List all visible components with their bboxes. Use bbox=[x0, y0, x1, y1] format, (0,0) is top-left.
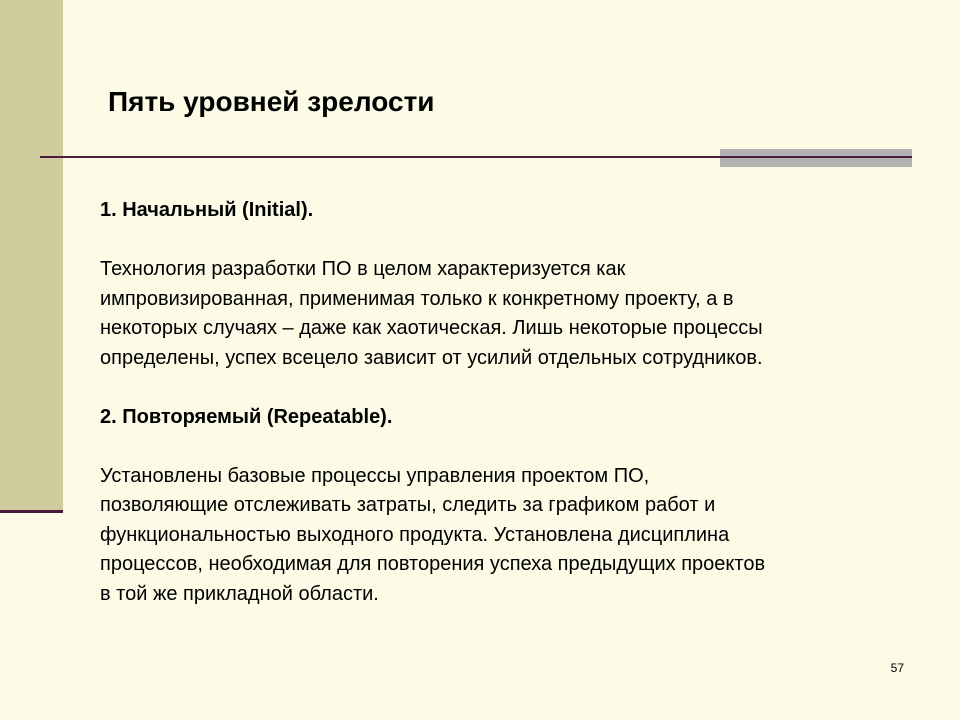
spacer bbox=[100, 373, 910, 403]
level-2-heading: 2. Повторяемый (Repeatable). bbox=[100, 405, 393, 428]
level-1-text-line: Технология разработки ПО в целом характеризуется как bbox=[100, 258, 626, 280]
title-divider-accent bbox=[720, 149, 912, 167]
page-number: 57 bbox=[890, 661, 904, 675]
level-1-text-line: некоторых случаях – даже как хаотическая. Лишь некоторые процессы bbox=[100, 317, 763, 339]
level-1-heading: 1. Начальный (Initial). bbox=[100, 199, 314, 221]
slide-content bbox=[100, 196, 910, 609]
level-2-text-line: позволяющие отслеживать затраты, следить за графиком работ и bbox=[100, 494, 716, 516]
level-2-text-line: в той же прикладной области. bbox=[100, 582, 379, 605]
level-2-text-line: функциональностью выходного продукта. Установлена дисциплина bbox=[100, 523, 730, 546]
spacer bbox=[100, 226, 910, 256]
slide-title: Пять уровней зрелости bbox=[108, 86, 435, 117]
spacer bbox=[100, 432, 910, 462]
level-2-text-line: Установлены базовые процессы управления проектом ПО, bbox=[100, 464, 650, 487]
left-decorative-band bbox=[0, 0, 63, 512]
level-1-text-line: определены, успех всецело зависит от усилий отдельных сотрудников. bbox=[100, 346, 763, 369]
level-1-text-line: импровизированная, применимая только к конкретному проекту, а в bbox=[100, 287, 734, 310]
level-2-text-line: процессов, необходимая для повторения успеха предыдущих проектов bbox=[100, 553, 766, 575]
left-band-underline bbox=[0, 510, 63, 513]
